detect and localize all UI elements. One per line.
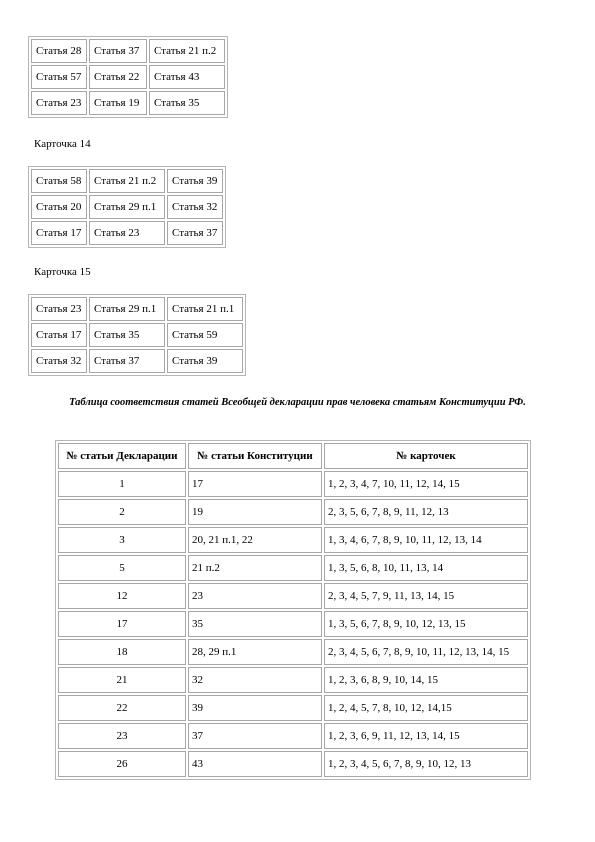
card-numbers-cell: 1, 2, 3, 4, 7, 10, 11, 12, 14, 15 xyxy=(324,471,528,497)
column-header-constitution: № статьи Конституции xyxy=(188,443,322,469)
table-cell: Статья 22 xyxy=(89,65,147,89)
card-caption-14: Карточка 14 xyxy=(34,138,91,150)
constitution-article-cell: 19 xyxy=(188,499,322,525)
table-header-row xyxy=(58,443,528,469)
table-row xyxy=(31,169,223,193)
card-table-15 xyxy=(28,294,246,376)
card-numbers-cell: 1, 3, 5, 6, 7, 8, 9, 10, 12, 13, 15 xyxy=(324,611,528,637)
card-numbers-cell: 2, 3, 5, 6, 7, 8, 9, 11, 12, 13 xyxy=(324,499,528,525)
table-row xyxy=(58,639,528,665)
table-cell: Статья 21 п.2 xyxy=(149,39,225,63)
column-header-cards: № карточек xyxy=(324,443,528,469)
table-row xyxy=(58,555,528,581)
card-numbers-cell: 1, 2, 3, 6, 9, 11, 12, 13, 14, 15 xyxy=(324,723,528,749)
table-cell: Статья 57 xyxy=(31,65,87,89)
declaration-article-cell: 12 xyxy=(58,583,186,609)
declaration-article-cell: 21 xyxy=(58,667,186,693)
table-cell: Статья 29 п.1 xyxy=(89,195,165,219)
table-row xyxy=(58,695,528,721)
card-table-14 xyxy=(28,166,226,248)
table-cell: Статья 32 xyxy=(31,349,87,373)
table-row xyxy=(31,221,223,245)
table-cell: Статья 35 xyxy=(149,91,225,115)
table-row xyxy=(31,297,243,321)
table-cell: Статья 58 xyxy=(31,169,87,193)
table-row xyxy=(58,527,528,553)
declaration-article-cell: 5 xyxy=(58,555,186,581)
table-row xyxy=(31,349,243,373)
table-cell: Статья 35 xyxy=(89,323,165,347)
table-cell: Статья 29 п.1 xyxy=(89,297,165,321)
card-numbers-cell: 1, 2, 4, 5, 7, 8, 10, 12, 14,15 xyxy=(324,695,528,721)
declaration-article-cell: 23 xyxy=(58,723,186,749)
table-row xyxy=(58,583,528,609)
table-cell: Статья 20 xyxy=(31,195,87,219)
table-row xyxy=(58,499,528,525)
card-numbers-cell: 1, 2, 3, 4, 5, 6, 7, 8, 9, 10, 12, 13 xyxy=(324,751,528,777)
table-cell: Статья 37 xyxy=(89,349,165,373)
card-numbers-cell: 1, 3, 4, 6, 7, 8, 9, 10, 11, 12, 13, 14 xyxy=(324,527,528,553)
table-cell: Статья 21 п.1 xyxy=(167,297,243,321)
constitution-article-cell: 23 xyxy=(188,583,322,609)
table-cell: Статья 28 xyxy=(31,39,87,63)
table-cell: Статья 23 xyxy=(31,297,87,321)
declaration-article-cell: 17 xyxy=(58,611,186,637)
table-row xyxy=(58,723,528,749)
table-cell: Статья 37 xyxy=(89,39,147,63)
card-numbers-cell: 1, 2, 3, 6, 8, 9, 10, 14, 15 xyxy=(324,667,528,693)
table-cell: Статья 17 xyxy=(31,323,87,347)
constitution-article-cell: 21 п.2 xyxy=(188,555,322,581)
table-row xyxy=(31,65,225,89)
constitution-article-cell: 17 xyxy=(188,471,322,497)
constitution-article-cell: 35 xyxy=(188,611,322,637)
declaration-article-cell: 26 xyxy=(58,751,186,777)
declaration-article-cell: 3 xyxy=(58,527,186,553)
column-header-declaration: № статьи Декларации xyxy=(58,443,186,469)
table-row xyxy=(58,667,528,693)
table-cell: Статья 17 xyxy=(31,221,87,245)
table-cell: Статья 32 xyxy=(167,195,223,219)
table-cell: Статья 23 xyxy=(31,91,87,115)
card-caption-15: Карточка 15 xyxy=(34,266,91,278)
table-row xyxy=(58,471,528,497)
table-cell: Статья 37 xyxy=(167,221,223,245)
table-row xyxy=(31,91,225,115)
declaration-article-cell: 22 xyxy=(58,695,186,721)
constitution-article-cell: 43 xyxy=(188,751,322,777)
table-cell: Статья 21 п.2 xyxy=(89,169,165,193)
table-row xyxy=(31,323,243,347)
table-row xyxy=(58,611,528,637)
table-cell: Статья 19 xyxy=(89,91,147,115)
card-table-13 xyxy=(28,36,228,118)
card-numbers-cell: 2, 3, 4, 5, 6, 7, 8, 9, 10, 11, 12, 13, 14, 15 xyxy=(324,639,528,665)
constitution-article-cell: 39 xyxy=(188,695,322,721)
constitution-article-cell: 28, 29 п.1 xyxy=(188,639,322,665)
table-cell: Статья 43 xyxy=(149,65,225,89)
constitution-article-cell: 32 xyxy=(188,667,322,693)
constitution-article-cell: 20, 21 п.1, 22 xyxy=(188,527,322,553)
mapping-table xyxy=(55,440,531,780)
table-cell: Статья 23 xyxy=(89,221,165,245)
mapping-table-title: Таблица соответствия статей Всеобщей декларации прав человека статьям Конституции РФ. xyxy=(69,397,526,408)
declaration-article-cell: 2 xyxy=(58,499,186,525)
table-cell: Статья 39 xyxy=(167,169,223,193)
table-row xyxy=(31,195,223,219)
card-numbers-cell: 2, 3, 4, 5, 7, 9, 11, 13, 14, 15 xyxy=(324,583,528,609)
constitution-article-cell: 37 xyxy=(188,723,322,749)
table-cell: Статья 59 xyxy=(167,323,243,347)
declaration-article-cell: 18 xyxy=(58,639,186,665)
card-numbers-cell: 1, 3, 5, 6, 8, 10, 11, 13, 14 xyxy=(324,555,528,581)
table-row xyxy=(58,751,528,777)
declaration-article-cell: 1 xyxy=(58,471,186,497)
table-row xyxy=(31,39,225,63)
table-cell: Статья 39 xyxy=(167,349,243,373)
